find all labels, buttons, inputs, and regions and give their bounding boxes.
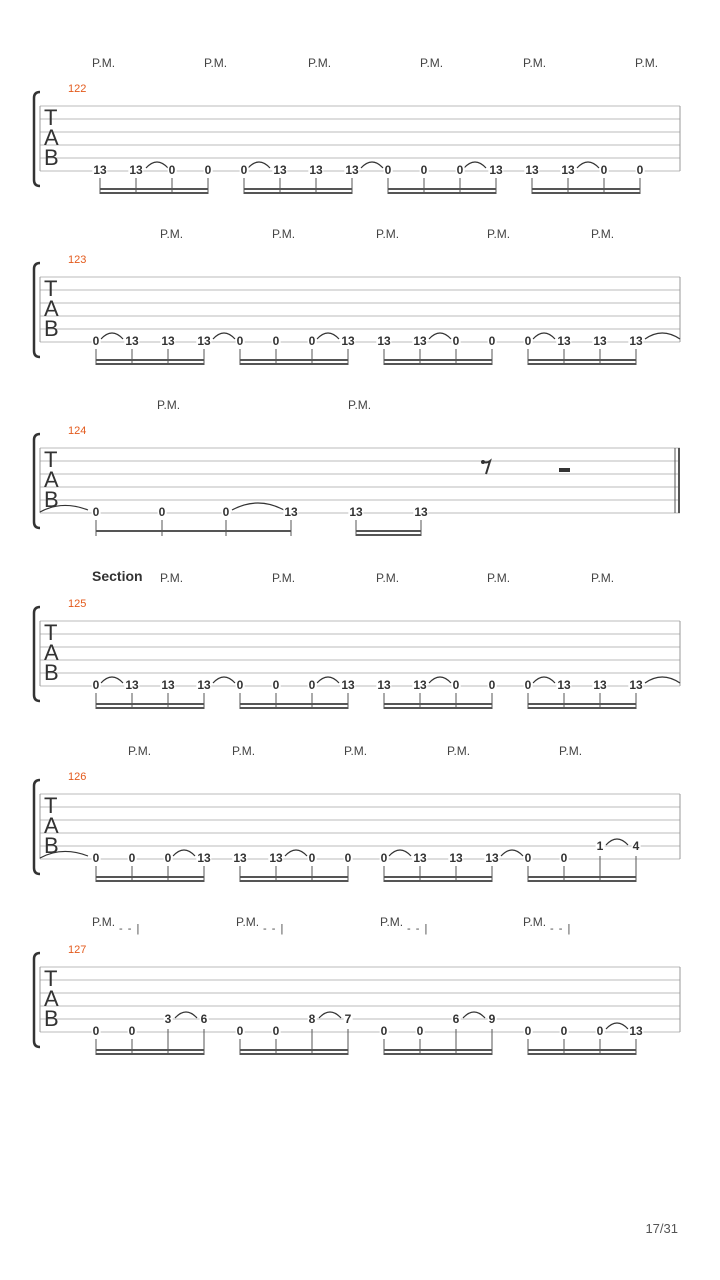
fret-number: 13 — [561, 163, 575, 177]
fret-number: 13 — [413, 334, 427, 348]
fret-number: 13 — [125, 678, 139, 692]
tab-clef-b: B — [44, 1006, 59, 1031]
palm-mute-extender: - - | — [119, 923, 141, 935]
fret-number: 13 — [629, 334, 643, 348]
tab-clef-a: A — [44, 467, 59, 492]
fret-number: 0 — [240, 163, 248, 177]
fret-number: 13 — [273, 163, 287, 177]
tab-clef-b: B — [44, 660, 59, 685]
fret-number: 0 — [452, 678, 460, 692]
fret-number: 13 — [161, 334, 175, 348]
palm-mute-marker: P.M. — [487, 571, 511, 585]
fret-number: 0 — [204, 163, 212, 177]
fret-number: 0 — [164, 851, 172, 865]
palm-mute-marker: P.M. — [160, 571, 184, 585]
fret-number: 0 — [308, 851, 316, 865]
palm-mute-marker: P.M. — [380, 915, 404, 929]
fret-number: 0 — [560, 851, 568, 865]
fret-number: 0 — [524, 851, 532, 865]
tab-clef-a: A — [44, 640, 59, 665]
palm-mute-marker: P.M. — [236, 915, 260, 929]
palm-mute-extender: - - | — [263, 923, 285, 935]
fret-number: 7 — [344, 1012, 352, 1026]
palm-mute-marker: P.M. — [157, 398, 181, 412]
tab-system-124 — [0, 392, 720, 532]
fret-number: 13 — [341, 678, 355, 692]
fret-number: 13 — [197, 678, 211, 692]
fret-number: 13 — [233, 851, 247, 865]
fret-number: 0 — [272, 678, 280, 692]
fret-number: 13 — [485, 851, 499, 865]
tab-clef-a: A — [44, 813, 59, 838]
fret-number: 8 — [308, 1012, 316, 1026]
palm-mute-marker: P.M. — [376, 227, 400, 241]
fret-number: 0 — [222, 505, 230, 519]
fret-number: 13 — [341, 334, 355, 348]
fret-number: 13 — [349, 505, 363, 519]
palm-mute-marker: P.M. — [344, 744, 368, 758]
fret-number: 13 — [269, 851, 283, 865]
fret-number: 0 — [596, 1024, 604, 1038]
fret-number: 13 — [449, 851, 463, 865]
palm-mute-marker: P.M. — [204, 56, 228, 70]
palm-mute-marker: P.M. — [128, 744, 152, 758]
palm-mute-marker: P.M. — [591, 227, 615, 241]
fret-number: 0 — [524, 334, 532, 348]
fret-number: 0 — [272, 1024, 280, 1038]
fret-number: 13 — [197, 851, 211, 865]
fret-number: 13 — [593, 334, 607, 348]
fret-number: 6 — [200, 1012, 208, 1026]
tab-clef-t: T — [44, 447, 58, 472]
palm-mute-marker: P.M. — [523, 56, 547, 70]
fret-number: 0 — [488, 678, 496, 692]
fret-number: 13 — [161, 678, 175, 692]
fret-number: 0 — [384, 163, 392, 177]
tab-clef-b: B — [44, 145, 59, 170]
tab-clef-a: A — [44, 125, 59, 150]
fret-number: 0 — [92, 334, 100, 348]
tab-clef-a: A — [44, 296, 59, 321]
fret-number: 13 — [413, 851, 427, 865]
tab-clef-b: B — [44, 316, 59, 341]
fret-number: 0 — [168, 163, 176, 177]
fret-number: 13 — [377, 334, 391, 348]
tab-clef-a: A — [44, 986, 59, 1011]
fret-number: 13 — [557, 678, 571, 692]
palm-mute-marker: P.M. — [92, 915, 116, 929]
fret-number: 0 — [236, 678, 244, 692]
palm-mute-marker: P.M. — [559, 744, 583, 758]
measure-number: 127 — [68, 944, 87, 956]
palm-mute-marker: P.M. — [348, 398, 372, 412]
palm-mute-extender: - - | — [407, 923, 429, 935]
palm-mute-marker: P.M. — [232, 744, 256, 758]
measure-number: 126 — [68, 771, 87, 783]
measure-number: 125 — [68, 598, 87, 610]
fret-number: 13 — [525, 163, 539, 177]
palm-mute-marker: P.M. — [591, 571, 615, 585]
tab-system-126 — [0, 738, 720, 878]
fret-number: 0 — [452, 334, 460, 348]
fret-number: 13 — [593, 678, 607, 692]
palm-mute-marker: P.M. — [160, 227, 184, 241]
fret-number: 13 — [129, 163, 143, 177]
fret-number: 13 — [557, 334, 571, 348]
palm-mute-marker: P.M. — [447, 744, 471, 758]
tab-system-125 — [0, 565, 720, 705]
palm-mute-marker: P.M. — [523, 915, 547, 929]
page-number: 17/31 — [645, 1221, 678, 1236]
fret-number: 13 — [284, 505, 298, 519]
palm-mute-marker: P.M. — [308, 56, 332, 70]
tab-system-127 — [0, 911, 720, 1051]
fret-number: 13 — [309, 163, 323, 177]
fret-number: 0 — [416, 1024, 424, 1038]
fret-number: 13 — [629, 1024, 643, 1038]
fret-number: 13 — [629, 678, 643, 692]
fret-number: 13 — [345, 163, 359, 177]
fret-number: 0 — [524, 1024, 532, 1038]
measure-number: 122 — [68, 83, 87, 95]
tab-staff — [0, 911, 720, 1051]
fret-number: 0 — [488, 334, 496, 348]
fret-number: 0 — [456, 163, 464, 177]
fret-number: 0 — [92, 851, 100, 865]
fret-number: 0 — [236, 1024, 244, 1038]
fret-number: 0 — [92, 1024, 100, 1038]
fret-number: 13 — [414, 505, 428, 519]
tab-clef-t: T — [44, 105, 58, 130]
measure-number: 124 — [68, 425, 87, 437]
fret-number: 0 — [560, 1024, 568, 1038]
fret-number: 0 — [92, 505, 100, 519]
tab-staff — [0, 50, 720, 190]
fret-number: 13 — [125, 334, 139, 348]
fret-number: 0 — [524, 678, 532, 692]
fret-number: 13 — [93, 163, 107, 177]
tab-staff — [0, 565, 720, 705]
fret-number: 0 — [92, 678, 100, 692]
fret-number: 0 — [308, 678, 316, 692]
fret-number: 0 — [380, 1024, 388, 1038]
tab-system-123 — [0, 221, 720, 361]
fret-number: 0 — [420, 163, 428, 177]
fret-number: 0 — [344, 851, 352, 865]
fret-number: 13 — [489, 163, 503, 177]
tab-clef-t: T — [44, 620, 58, 645]
fret-number: 13 — [197, 334, 211, 348]
palm-mute-marker: P.M. — [420, 56, 444, 70]
fret-number: 0 — [158, 505, 166, 519]
measure-number: 123 — [68, 254, 87, 266]
palm-mute-marker: P.M. — [272, 227, 296, 241]
tab-clef-t: T — [44, 966, 58, 991]
tab-clef-t: T — [44, 276, 58, 301]
palm-mute-marker: P.M. — [376, 571, 400, 585]
fret-number: 0 — [236, 334, 244, 348]
fret-number: 13 — [377, 678, 391, 692]
tab-clef-b: B — [44, 833, 59, 858]
section-label: Section — [92, 568, 143, 584]
palm-mute-extender: - - | — [550, 923, 572, 935]
fret-number: 0 — [380, 851, 388, 865]
fret-number: 13 — [413, 678, 427, 692]
tab-staff — [0, 738, 720, 878]
fret-number: 0 — [128, 851, 136, 865]
tab-clef-b: B — [44, 487, 59, 512]
palm-mute-marker: P.M. — [635, 56, 659, 70]
fret-number: 0 — [128, 1024, 136, 1038]
fret-number: 0 — [308, 334, 316, 348]
fret-number: 0 — [636, 163, 644, 177]
fret-number: 0 — [272, 334, 280, 348]
fret-number: 6 — [452, 1012, 460, 1026]
fret-number: 0 — [600, 163, 608, 177]
tab-clef-t: T — [44, 793, 58, 818]
tab-staff — [0, 221, 720, 361]
palm-mute-marker: P.M. — [272, 571, 296, 585]
fret-number: 1 — [596, 839, 604, 853]
tab-system-122 — [0, 50, 720, 190]
palm-mute-marker: P.M. — [487, 227, 511, 241]
fret-number: 4 — [632, 839, 640, 853]
fret-number: 3 — [164, 1012, 172, 1026]
palm-mute-marker: P.M. — [92, 56, 116, 70]
fret-number: 9 — [488, 1012, 496, 1026]
